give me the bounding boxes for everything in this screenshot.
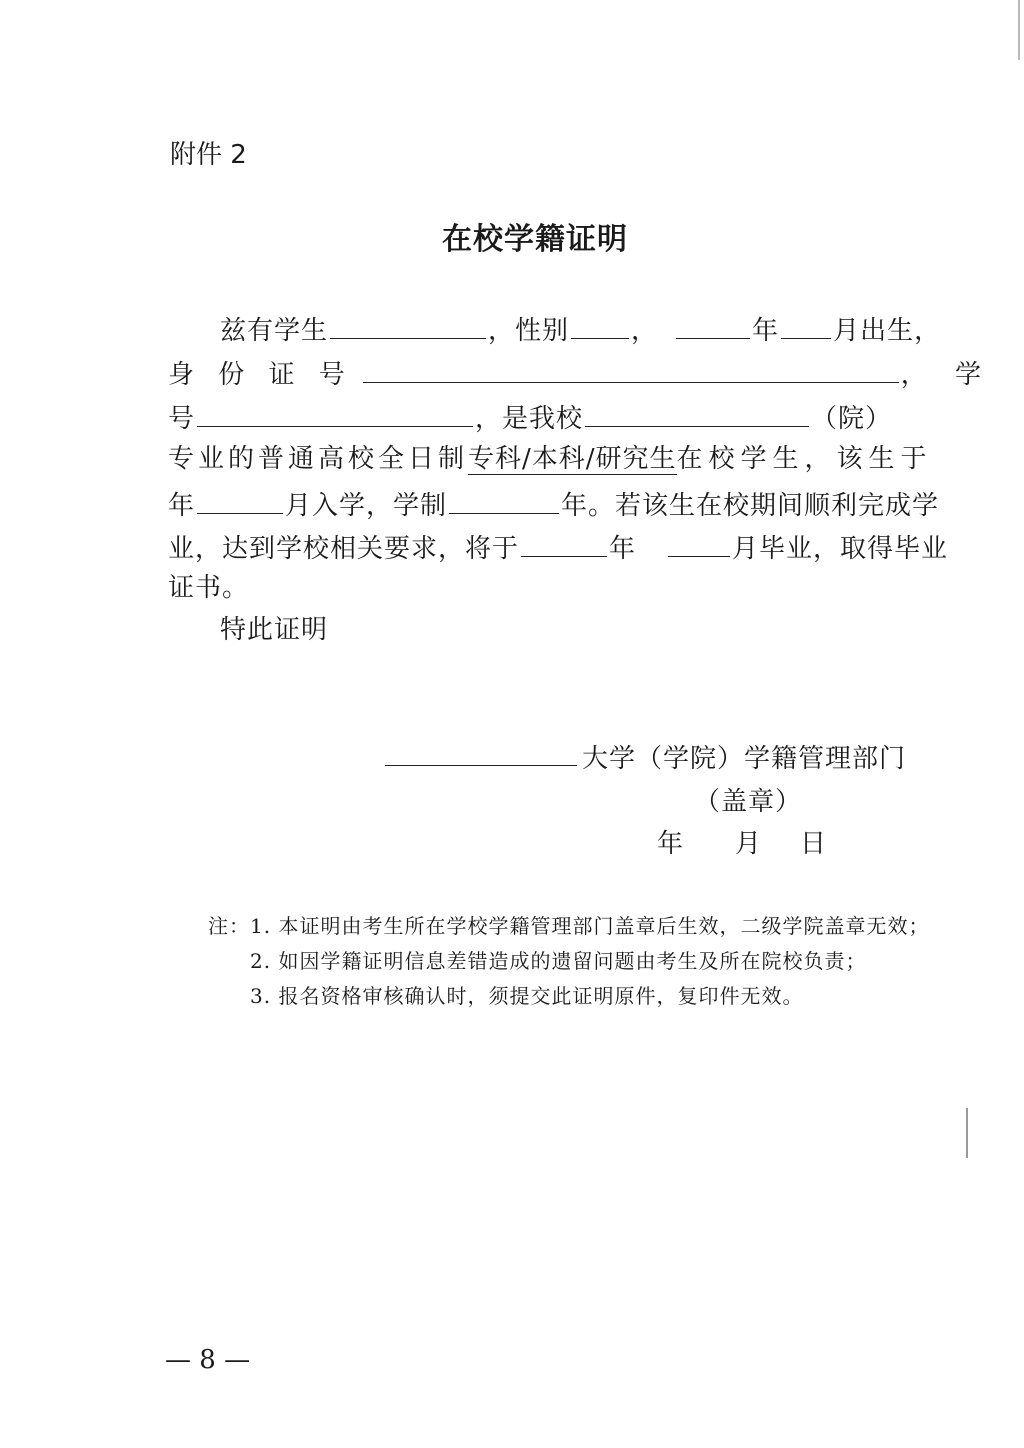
date-year: 年 xyxy=(657,829,684,859)
text-requirement: 业，达到学校相关要求，将于 xyxy=(168,534,520,564)
body-line-6 xyxy=(168,526,948,566)
name-blank[interactable] xyxy=(330,308,486,339)
note-num: 1. xyxy=(250,914,272,938)
scan-artifact xyxy=(966,1108,968,1158)
text-nian: 年 xyxy=(168,491,196,521)
enroll-month-blank[interactable] xyxy=(197,483,283,514)
text-student-prefix: 兹有学生 xyxy=(220,316,329,346)
note-num: 3. xyxy=(250,984,272,1008)
note-item-3 xyxy=(250,980,803,1009)
closing-text: 特此证明 xyxy=(220,615,329,645)
body-line-2 xyxy=(168,352,991,392)
text-hao: 号 xyxy=(168,404,196,434)
text-certificate: 证书。 xyxy=(168,573,250,603)
grad-year-blank[interactable] xyxy=(521,526,607,557)
text-enroll: 月入学，学制 xyxy=(285,491,448,521)
seal-label: （盖章） xyxy=(694,787,803,817)
body-line-5 xyxy=(168,483,939,523)
document-title: 在校学籍证明 xyxy=(442,222,628,257)
text-program: 专业的普通高校全日制 xyxy=(168,444,469,474)
text-year: 年 xyxy=(752,316,780,346)
text-enrolled: 在校学生，该生于 xyxy=(676,444,933,474)
note-num: 2. xyxy=(250,949,272,973)
text-comma-xue: ， 学 xyxy=(900,360,992,390)
note-text: 报名资格审核确认时，须提交此证明原件，复印件无效。 xyxy=(278,984,804,1008)
birth-month-blank[interactable] xyxy=(781,308,831,339)
university-name-blank[interactable] xyxy=(385,765,577,766)
attachment-label: 附件 2 xyxy=(170,140,247,170)
text-month-birth: 月出生， xyxy=(833,316,942,346)
body-line-4 xyxy=(168,439,933,479)
body-line-7 xyxy=(168,568,249,608)
text-complete: 年。若该生在校期间顺利完成学 xyxy=(561,491,940,521)
text-yuan: （院） xyxy=(811,404,893,434)
issuing-department: 大学（学院）学籍管理部门 xyxy=(582,744,907,774)
text-gender: ，性别 xyxy=(488,316,570,346)
body-line-3 xyxy=(168,396,892,436)
text-id-number: 身 份 证 号 xyxy=(168,360,353,390)
body-line-1 xyxy=(220,308,941,348)
text-comma: ， xyxy=(631,316,659,346)
duration-blank[interactable] xyxy=(449,483,559,514)
gender-blank[interactable] xyxy=(571,308,629,339)
birth-year-blank[interactable] xyxy=(676,308,750,339)
date-day: 日 xyxy=(800,829,827,859)
text-school: ，是我校 xyxy=(475,404,584,434)
id-number-blank[interactable] xyxy=(363,352,899,383)
page-number: — 8 — xyxy=(165,1345,251,1375)
scan-artifact xyxy=(1018,0,1020,60)
text-grad-year: 年 xyxy=(609,534,637,564)
note-item-2 xyxy=(250,945,866,974)
student-number-blank[interactable] xyxy=(197,396,473,427)
date-month: 月 xyxy=(735,829,762,859)
grad-month-blank[interactable] xyxy=(668,526,730,557)
note-text: 如因学籍证明信息差错造成的遗留问题由考生及所在院校负责； xyxy=(278,949,867,973)
note-item-1 xyxy=(250,910,929,939)
degree-options: 专科/本科/研究生 xyxy=(468,444,677,474)
notes-prefix: 注： xyxy=(208,914,250,938)
department-blank[interactable] xyxy=(585,396,809,427)
text-graduate: 月毕业，取得毕业 xyxy=(732,534,949,564)
note-text: 本证明由考生所在学校学籍管理部门盖章后生效，二级学院盖章无效； xyxy=(278,914,930,938)
